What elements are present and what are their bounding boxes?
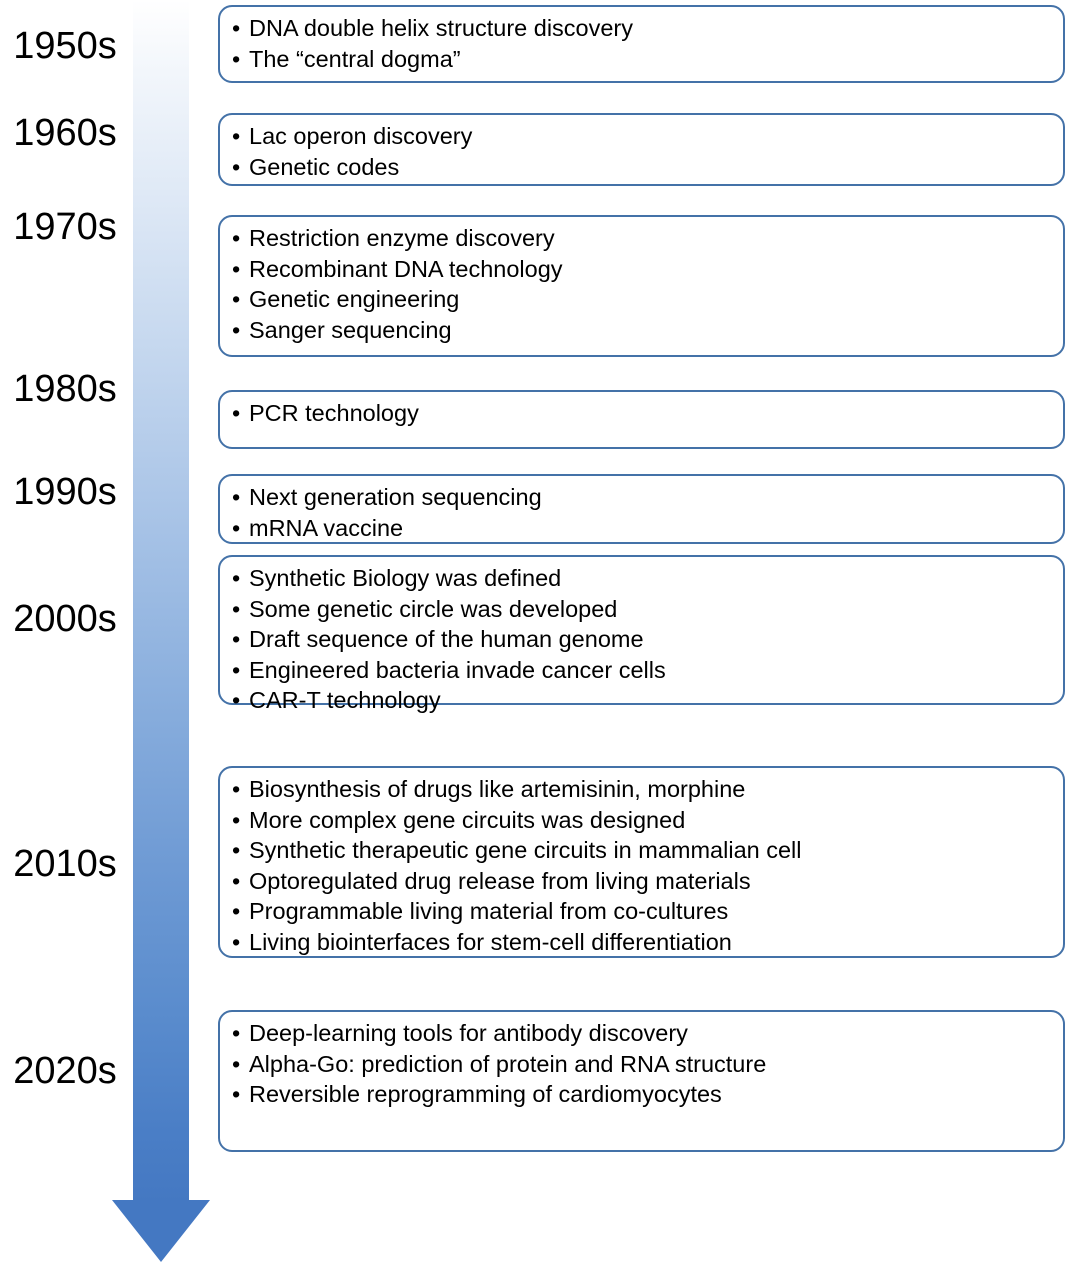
list-item: • mRNA vaccine [232,513,1053,544]
list-item: • Engineered bacteria invade cancer cells [232,655,1053,686]
decade-label: 1970s [13,206,117,248]
era-box [218,5,1065,83]
list-item: • DNA double helix structure discovery [232,13,1053,44]
list-item: • Restriction enzyme discovery [232,223,1053,254]
era-box [218,113,1065,186]
list-item: • CAR-T technology [232,685,1053,716]
era-box [218,766,1065,958]
decade-label: 2020s [13,1050,117,1092]
list-item: • The “central dogma” [232,44,1053,75]
decade-label: 1990s [13,471,117,513]
era-item-list [232,398,1053,429]
era-item-list [232,482,1053,543]
era-item-list [232,223,1053,345]
decade-label: 1950s [13,25,117,67]
timeline-arrow-shaft [133,0,189,1205]
list-item: • Genetic engineering [232,284,1053,315]
list-item: • Alpha-Go: prediction of protein and RNA structure [232,1049,1053,1080]
down-arrow-icon [112,1200,210,1262]
list-item: • Recombinant DNA technology [232,254,1053,285]
era-item-list [232,13,1053,74]
decade-label: 1960s [13,112,117,154]
list-item: • PCR technology [232,398,1053,429]
list-item: • Draft sequence of the human genome [232,624,1053,655]
list-item: • Biosynthesis of drugs like artemisinin, morphine [232,774,1053,805]
decade-label: 1980s [13,368,117,410]
era-box [218,1010,1065,1152]
list-item: • Deep-learning tools for antibody discovery [232,1018,1053,1049]
list-item: • Synthetic therapeutic gene circuits in mammalian cell [232,835,1053,866]
list-item: • Next generation sequencing [232,482,1053,513]
list-item: • Sanger sequencing [232,315,1053,346]
list-item: • Living biointerfaces for stem-cell differentiation [232,927,1053,958]
list-item: • Optoregulated drug release from living materials [232,866,1053,897]
list-item: • Programmable living material from co-cultures [232,896,1053,927]
era-item-list [232,774,1053,957]
era-box [218,215,1065,357]
era-item-list [232,1018,1053,1110]
decade-label: 2010s [13,843,117,885]
list-item: • More complex gene circuits was designed [232,805,1053,836]
list-item: • Some genetic circle was developed [232,594,1053,625]
era-item-list [232,121,1053,182]
list-item: • Synthetic Biology was defined [232,563,1053,594]
decade-label: 2000s [13,598,117,640]
list-item: • Reversible reprogramming of cardiomyocytes [232,1079,1053,1110]
era-box [218,474,1065,544]
list-item: • Genetic codes [232,152,1053,183]
era-item-list [232,563,1053,716]
list-item: • Lac operon discovery [232,121,1053,152]
era-box [218,555,1065,713]
era-box [218,390,1065,449]
